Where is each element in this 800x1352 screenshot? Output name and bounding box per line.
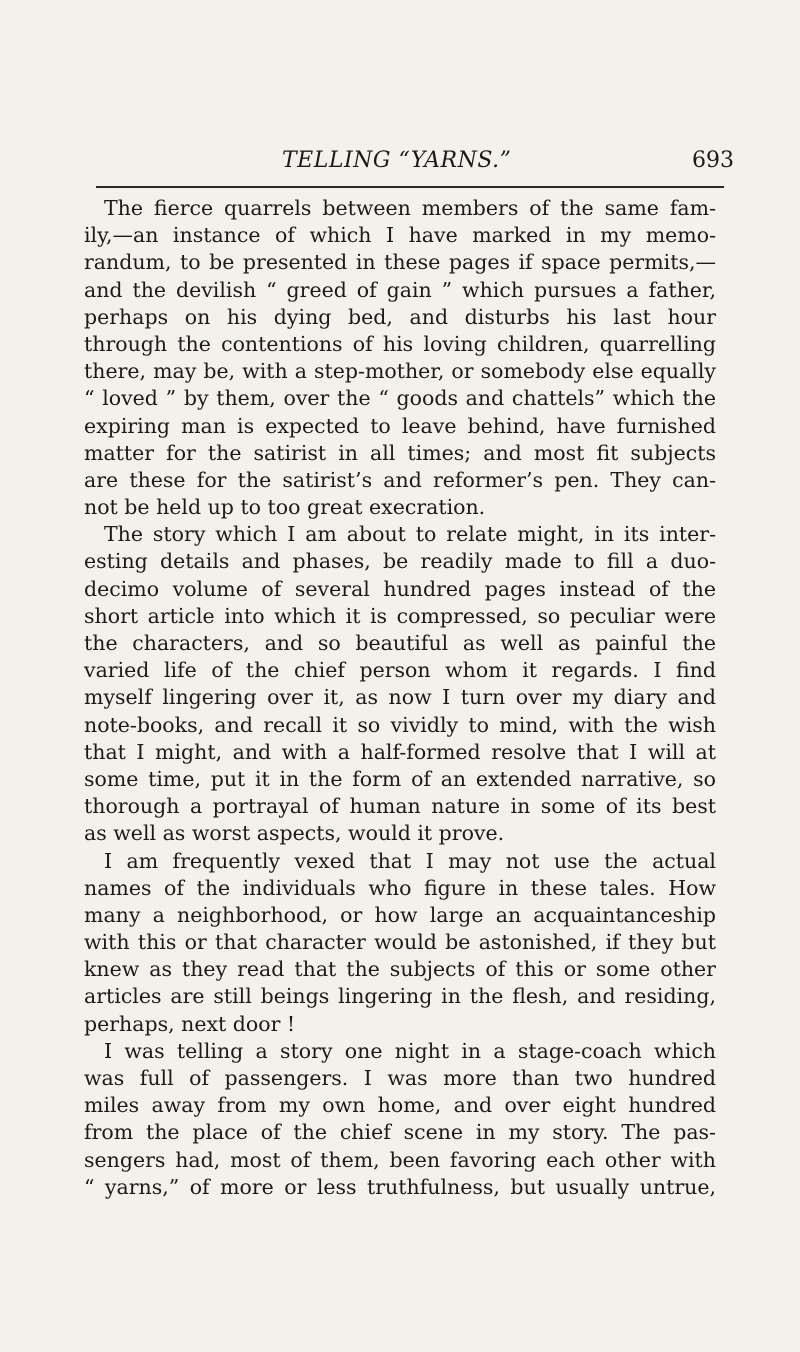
- text-line: sengers had, most of them, been favoring each other with: [84, 1147, 716, 1172]
- text-line: myself lingering over it, as now I turn over my diary and: [84, 685, 716, 710]
- text-line: I was telling a story one night in a stage-coach which: [104, 1038, 716, 1063]
- text-line: names of the individuals who figure in these tales. How: [84, 875, 716, 900]
- text-line: was full of passengers. I was more than two hundred: [84, 1066, 716, 1090]
- running-head: [0, 148, 800, 178]
- text-line: articles are still beings lingering in the flesh, and residing,: [84, 984, 716, 1009]
- text-line: “ loved ” by them, over the “ goods and chattels” which the: [84, 386, 716, 411]
- text-line: varied life of the chief person whom it regards. I find: [84, 658, 716, 683]
- body-text: [84, 195, 716, 1201]
- text-line: not be held up to too great execration.: [84, 495, 486, 520]
- running-title: TELLING “YARNS.”: [282, 148, 512, 173]
- text-line: note-books, and recall it so vividly to mind, with the wish: [84, 712, 716, 737]
- text-line: The fierce quarrels between members of the same fam-: [104, 196, 716, 220]
- text-line: as well as worst aspects, would it prove.: [84, 821, 505, 846]
- text-line: randum, to be presented in these pages if space permits,—: [84, 250, 716, 275]
- text-line: “ yarns,” of more or less truthfulness, but usually untrue,: [84, 1174, 716, 1199]
- text-line: The story which I am about to relate might, in its inter-: [104, 522, 716, 547]
- text-line: there, may be, with a step-mother, or somebody else equally: [84, 359, 716, 384]
- text-line: short article into which it is compressed, so peculiar were: [84, 603, 716, 628]
- page-number: 693: [692, 148, 734, 173]
- header-rule: [96, 186, 724, 188]
- text-line: perhaps on his dying bed, and disturbs his last hour: [84, 304, 716, 329]
- text-line: with this or that character would be astonished, if they but: [84, 930, 716, 955]
- text-line: decimo volume of several hundred pages instead of the: [84, 576, 716, 601]
- text-line: are these for the satirist’s and reformer’s pen. They can-: [84, 467, 716, 492]
- text-line: perhaps, next door !: [84, 1011, 296, 1036]
- text-line: the characters, and so beautiful as well as painful the: [84, 631, 716, 655]
- text-line: ily,—an instance of which I have marked in my memo-: [84, 223, 716, 248]
- text-line: many a neighborhood, or how large an acquaintanceship: [84, 902, 716, 927]
- text-line: from the place of the chief scene in my story. The pas-: [84, 1120, 716, 1145]
- text-line: expiring man is expected to leave behind, have furnished: [84, 413, 716, 438]
- text-line: that I might, and with a half-formed resolve that I will at: [84, 739, 716, 764]
- text-line: matter for the satirist in all times; and most fit subjects: [84, 440, 716, 465]
- text-line: miles away from my own home, and over eight hundred: [84, 1093, 716, 1118]
- text-line: some time, put it in the form of an extended narrative, so: [84, 766, 716, 791]
- text-line: I am frequently vexed that I may not use the actual: [104, 848, 716, 873]
- text-line: through the contentions of his loving children, quarrelling: [84, 331, 716, 356]
- text-line: thorough a portrayal of human nature in some of its best: [84, 794, 716, 819]
- text-line: knew as they read that the subjects of this or some other: [84, 957, 716, 982]
- text-line: esting details and phases, be readily made to fill a duo-: [84, 549, 716, 574]
- text-line: and the devilish “ greed of gain ” which pursues a father,: [84, 277, 716, 302]
